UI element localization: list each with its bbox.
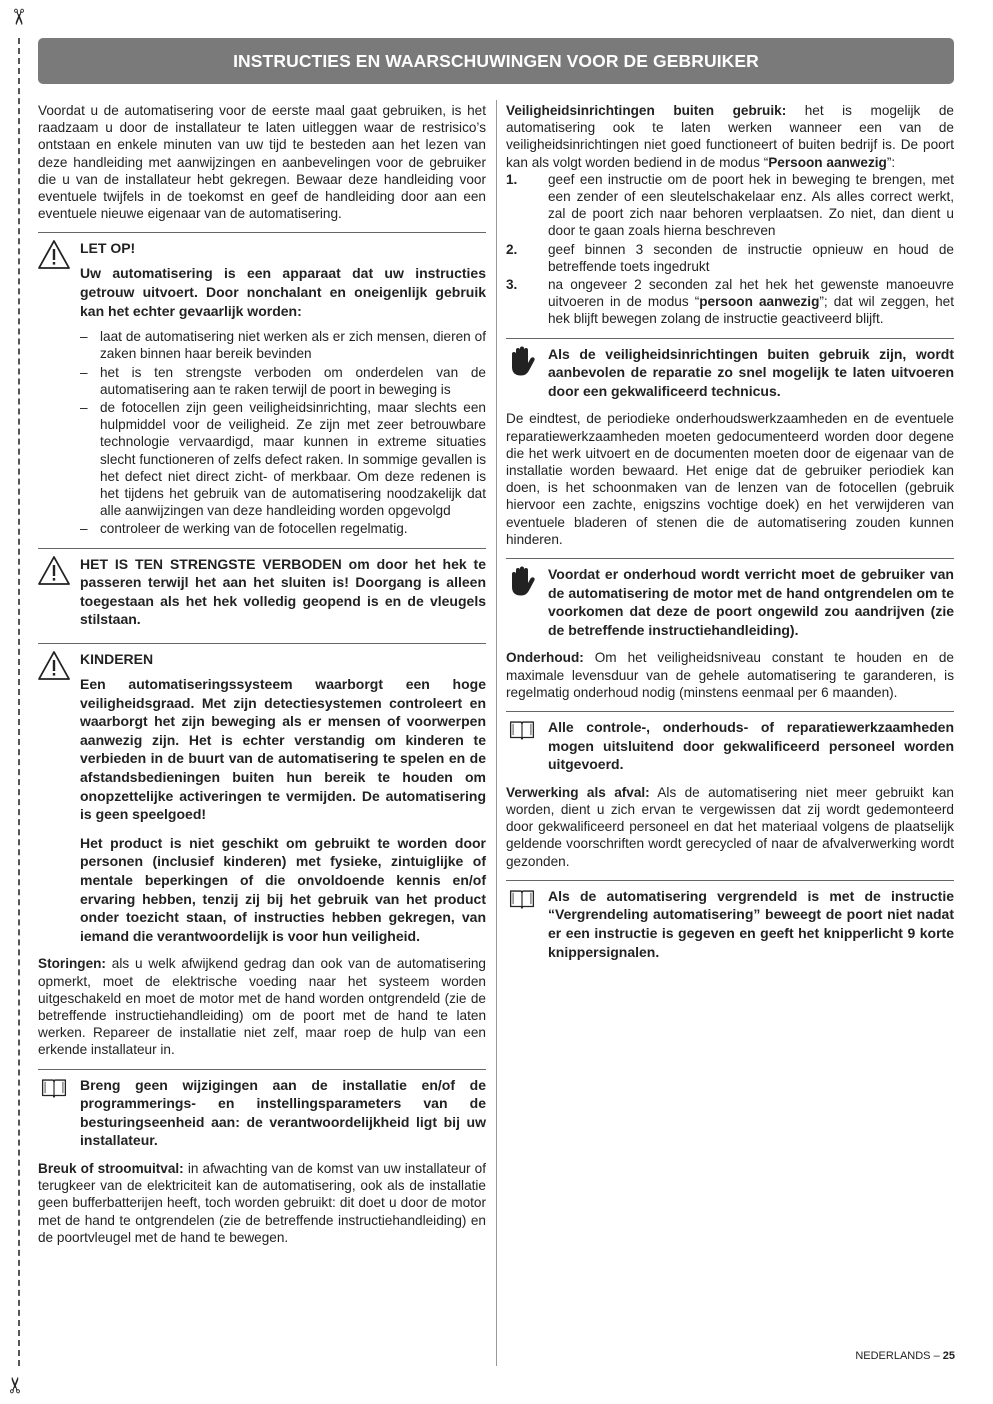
page-footer [855, 1350, 955, 1362]
step-number: 2. [506, 241, 518, 257]
steps-list [506, 171, 954, 328]
scissors-icon: ✂ [5, 7, 31, 27]
controle-notice [506, 711, 954, 774]
stop-hand-icon [506, 345, 538, 377]
step-number: 1. [506, 171, 518, 187]
list-item [506, 241, 954, 275]
afval-text: Als de automatisering niet meer gebruikt kan worden, dient u zich ervan te vergewissen dat zij wordt gedemonteerd door gekwalificeerd personeel en dat het materiaal volgens de plaatselijk geldende voorschriften wordt gerecycled of naar de afvalverwerking wordt gezonden. [506, 784, 954, 869]
controle-statement: Alle controle-, onderhouds- of reparatiewerkzaamheden mogen uitsluitend door gekwalificeerd personeel worden uitgevoerd. [548, 719, 954, 773]
verboden-notice [38, 548, 486, 629]
afval-lead: Verwerking als afval: [506, 784, 650, 800]
list-item: – laat de automatisering niet werken als er zich mensen, dieren of zaken binnen haar bereik bevinden [80, 328, 486, 362]
storingen-lead: Storingen: [38, 956, 106, 972]
step-text: geef binnen 3 seconden de instructie opnieuw en houd de betreffende toets ingedrukt [548, 241, 954, 274]
vergrendeld-notice [506, 880, 954, 961]
wijzigingen-notice [38, 1069, 486, 1150]
list-item: – het is ten strengste verboden om onderdelen van de automatisering aan te raken terwijl de poort in beweging is [80, 364, 486, 398]
list-item [506, 276, 954, 328]
veiligheid-text-1: het is mogelijk de automatisering ook te laten werken wanneer een van de veiligheidsinrichtingen niet goed functioneert of buiten bedrijf is. De poort kan als volgt worden bediend in de modus “ [506, 103, 954, 170]
kinderen-title: KINDEREN [80, 651, 154, 668]
eindtest-paragraph: De eindtest, de periodieke onderhoudswerkzaamheden en de eventuele reparatiewerkzaamheden moeten gedocumenteerd worden door degene die het werk uitvoert en de documenten moeten door de eigenaar van de installatie worden bewaard. Het enige dat de gebruiker periodiek kan doen, is het schoonmaken van de lenzen van de fotocellen (gebruik hiervoor een zachte, enigszins vochtige doek) en het verwijderen van eventuele bladeren of stenen die de automatisering zouden kunnen hinderen. [506, 411, 954, 547]
page-title: INSTRUCTIES EN WAARSCHUWINGEN VOOR DE GEBRUIKER [233, 50, 759, 71]
step-text: ”; dat wil zeggen, het hek blijft bewegen zolang de instructie geactiveerd blijft. [548, 294, 955, 327]
kinderen-notice [38, 643, 486, 945]
manual-book-icon [38, 1076, 70, 1102]
onderhoud-paragraph [506, 649, 954, 701]
storingen-paragraph [38, 955, 486, 1058]
letop-statement: Uw automatisering is een apparaat dat uw instructies getrouw uitvoert. Door nonchalant en oneigenlijk gebruik kan het echter gevaarlijk worden: [80, 265, 486, 319]
letop-list [80, 328, 486, 537]
cut-line [18, 38, 20, 1366]
page-header [38, 38, 954, 84]
stop-hand-icon [506, 565, 538, 597]
afval-paragraph [506, 784, 954, 870]
right-column [506, 102, 954, 971]
warning-triangle-icon [38, 239, 70, 271]
breuk-text: in afwachting van de komst van uw installateur of terugkeer van de elektriciteit kan de automatisering, ook als de installatie geen bufferbatterijen heeft, toch worden gebruikt: dit doet u door de motor met de hand te ontgrendelen (zie de betreffende instructiehandleiding) en de poortvleugel met de hand te bewegen. [38, 1160, 486, 1245]
warning-triangle-icon [38, 650, 70, 682]
veiligheid-mode: Persoon aanwezig [768, 154, 887, 170]
letop-title: LET OP! [80, 240, 136, 257]
onderhoud-text: Om het veiligheidsniveau constant te houden en de maximale levensduur van de gehele automatisering te garanderen, is regelmatig onderhoud nodig (minstens eenmaal per 6 maanden). [506, 650, 954, 700]
veiligheid-paragraph [506, 102, 954, 171]
wijzigingen-statement: Breng geen wijzigingen aan de installatie en/of de programmerings- en instellingsparameters van de besturingseenheid aan: de verantwoordelijkheid ligt bij uw installateur. [80, 1076, 486, 1149]
list-item: – controleer de werking van de fotocellen regelmatig. [80, 520, 486, 537]
storingen-text: als u welk afwijkend gedrag dan ook van de automatisering opmerkt, moet de elektrische voeding naar het systeem worden uitgeschakeld en moet de motor met de hand worden ontgrendeld (zie de betreffende instructiehandleiding) om de poort met de hand te laten werken. Repareer de installatie niet zelf, maar roep de hulp van een erkende installateur in. [38, 956, 486, 1058]
onderhoud-lead: Onderhoud: [506, 650, 584, 666]
kinderen-paragraph-2: Het product is niet geschikt om gebruikt te worden door personen (inclusief kinderen) met fysieke, zintuiglijke of mentale beperkingen of die onvoldoende kennis en/of ervaring hebben, tenzij zij bij het gebruik van het product onder toezicht staan, of instructies hebben gekregen, van iemand die verantwoordelijk is voor hun veiligheid. [80, 834, 486, 944]
veiligheid-lead: Veiligheidsinrichtingen buiten gebruik: [506, 103, 787, 118]
verboden-statement: HET IS TEN STRENGSTE VERBODEN om door het hek te passeren terwijl het aan het sluiten is! Doorgang is alleen toegestaan als het hek volledig geopend is en de vleugels stilstaan. [80, 555, 486, 628]
page-number: 25 [942, 1350, 955, 1362]
veiligheid-text-2: ”: [886, 154, 896, 170]
onderhoud-statement: Voordat er onderhoud wordt verricht moet de gebruiker van de automatisering de motor met de hand ontgrendelen om te voorkomen dat deze de poort ongewild zou aandrijven (zie de betreffende instructiehandleiding). [548, 566, 954, 638]
vergrendeld-statement: Als de automatisering vergrendeld is met de instructie “Vergrendeling automatisering” beweegt de poort niet nadat er een instructie is gegeven en geeft het knipperlicht 9 korte knippersignalen. [548, 887, 954, 960]
warning-triangle-icon [38, 555, 70, 587]
manual-book-icon [506, 887, 538, 913]
onderhoud-notice [506, 558, 954, 639]
step-text: geef een instructie om de poort hek in beweging te brengen, met een zender of een sleutelschakelaar enz. Als alles correct werkt, zal de poort zich naar behoren verplaatsen. Zo niet, dan dient u door te gaan zoals hierna beschreven [548, 171, 954, 239]
footer-language: NEDERLANDS – [855, 1350, 943, 1362]
reparatie-notice [506, 338, 954, 401]
breuk-lead: Breuk of stroomuitval: [38, 1160, 184, 1176]
column-divider [496, 100, 497, 1366]
list-item: – de fotocellen zijn geen veiligheidsinrichting, maar slechts een hulpmiddel voor de veiligheid. Ze zijn met zeer betrouwbare technologie vervaardigd, maar kunnen in extreme situaties slecht functioneren of zelfs defect raken. In sommige gevallen is het defect niet direct zicht- of merkbaar. Om deze redenen is het tijdens het gebruik van de automatisering noodzakelijk dat alle aanwijzingen van deze handleiding worden opgevolgd [80, 399, 486, 519]
breuk-paragraph [38, 1160, 486, 1246]
step-number: 3. [506, 277, 518, 293]
scissors-icon: ✂ [4, 1375, 30, 1395]
list-item [506, 171, 954, 240]
manual-book-icon [506, 718, 538, 744]
intro-paragraph: Voordat u de automatisering voor de eerste maal gaat gebruiken, is het raadzaam u door de installateur te laten uitleggen waar de restrisico’s ontstaan en enkele minuten van uw tijd te besteden aan het lezen van deze handleiding met aanwijzingen en aanbevelingen voor de gebruiker die u van de installateur hebt gekregen. Bewaar deze handleiding voor eventuele twijfels in de toekomst en geef de handleiding door aan een eventuele nieuwe eigenaar van de automatisering. [38, 103, 486, 222]
step-text: na ongeveer 2 seconden zal het hek het gewenste manoeuvre uitvoeren in de modus “ [548, 277, 954, 310]
letop-notice [38, 232, 486, 320]
reparatie-statement: Als de veiligheidsinrichtingen buiten gebruik zijn, wordt aanbevolen de reparatie zo snel mogelijk te laten uitvoeren door een gekwalificeerd technicus. [548, 345, 954, 399]
left-column [38, 102, 486, 1254]
step-mode: persoon aanwezig [699, 294, 820, 310]
kinderen-paragraph-1: Een automatiseringssysteem waarborgt een hoge veiligheidsgraad. Met zijn detectiesystemen controleert en waarborgt het zijn beweging als er mensen of voorwerpen aanwezig zijn. Het is echter verstandig om kinderen te verbieden in de buurt van de automatisering te spelen en de afstandsbedieningen buiten hun bereik te houden om onopzettelijke activeringen te vermijden. De automatisering is geen speelgoed! [80, 676, 486, 823]
